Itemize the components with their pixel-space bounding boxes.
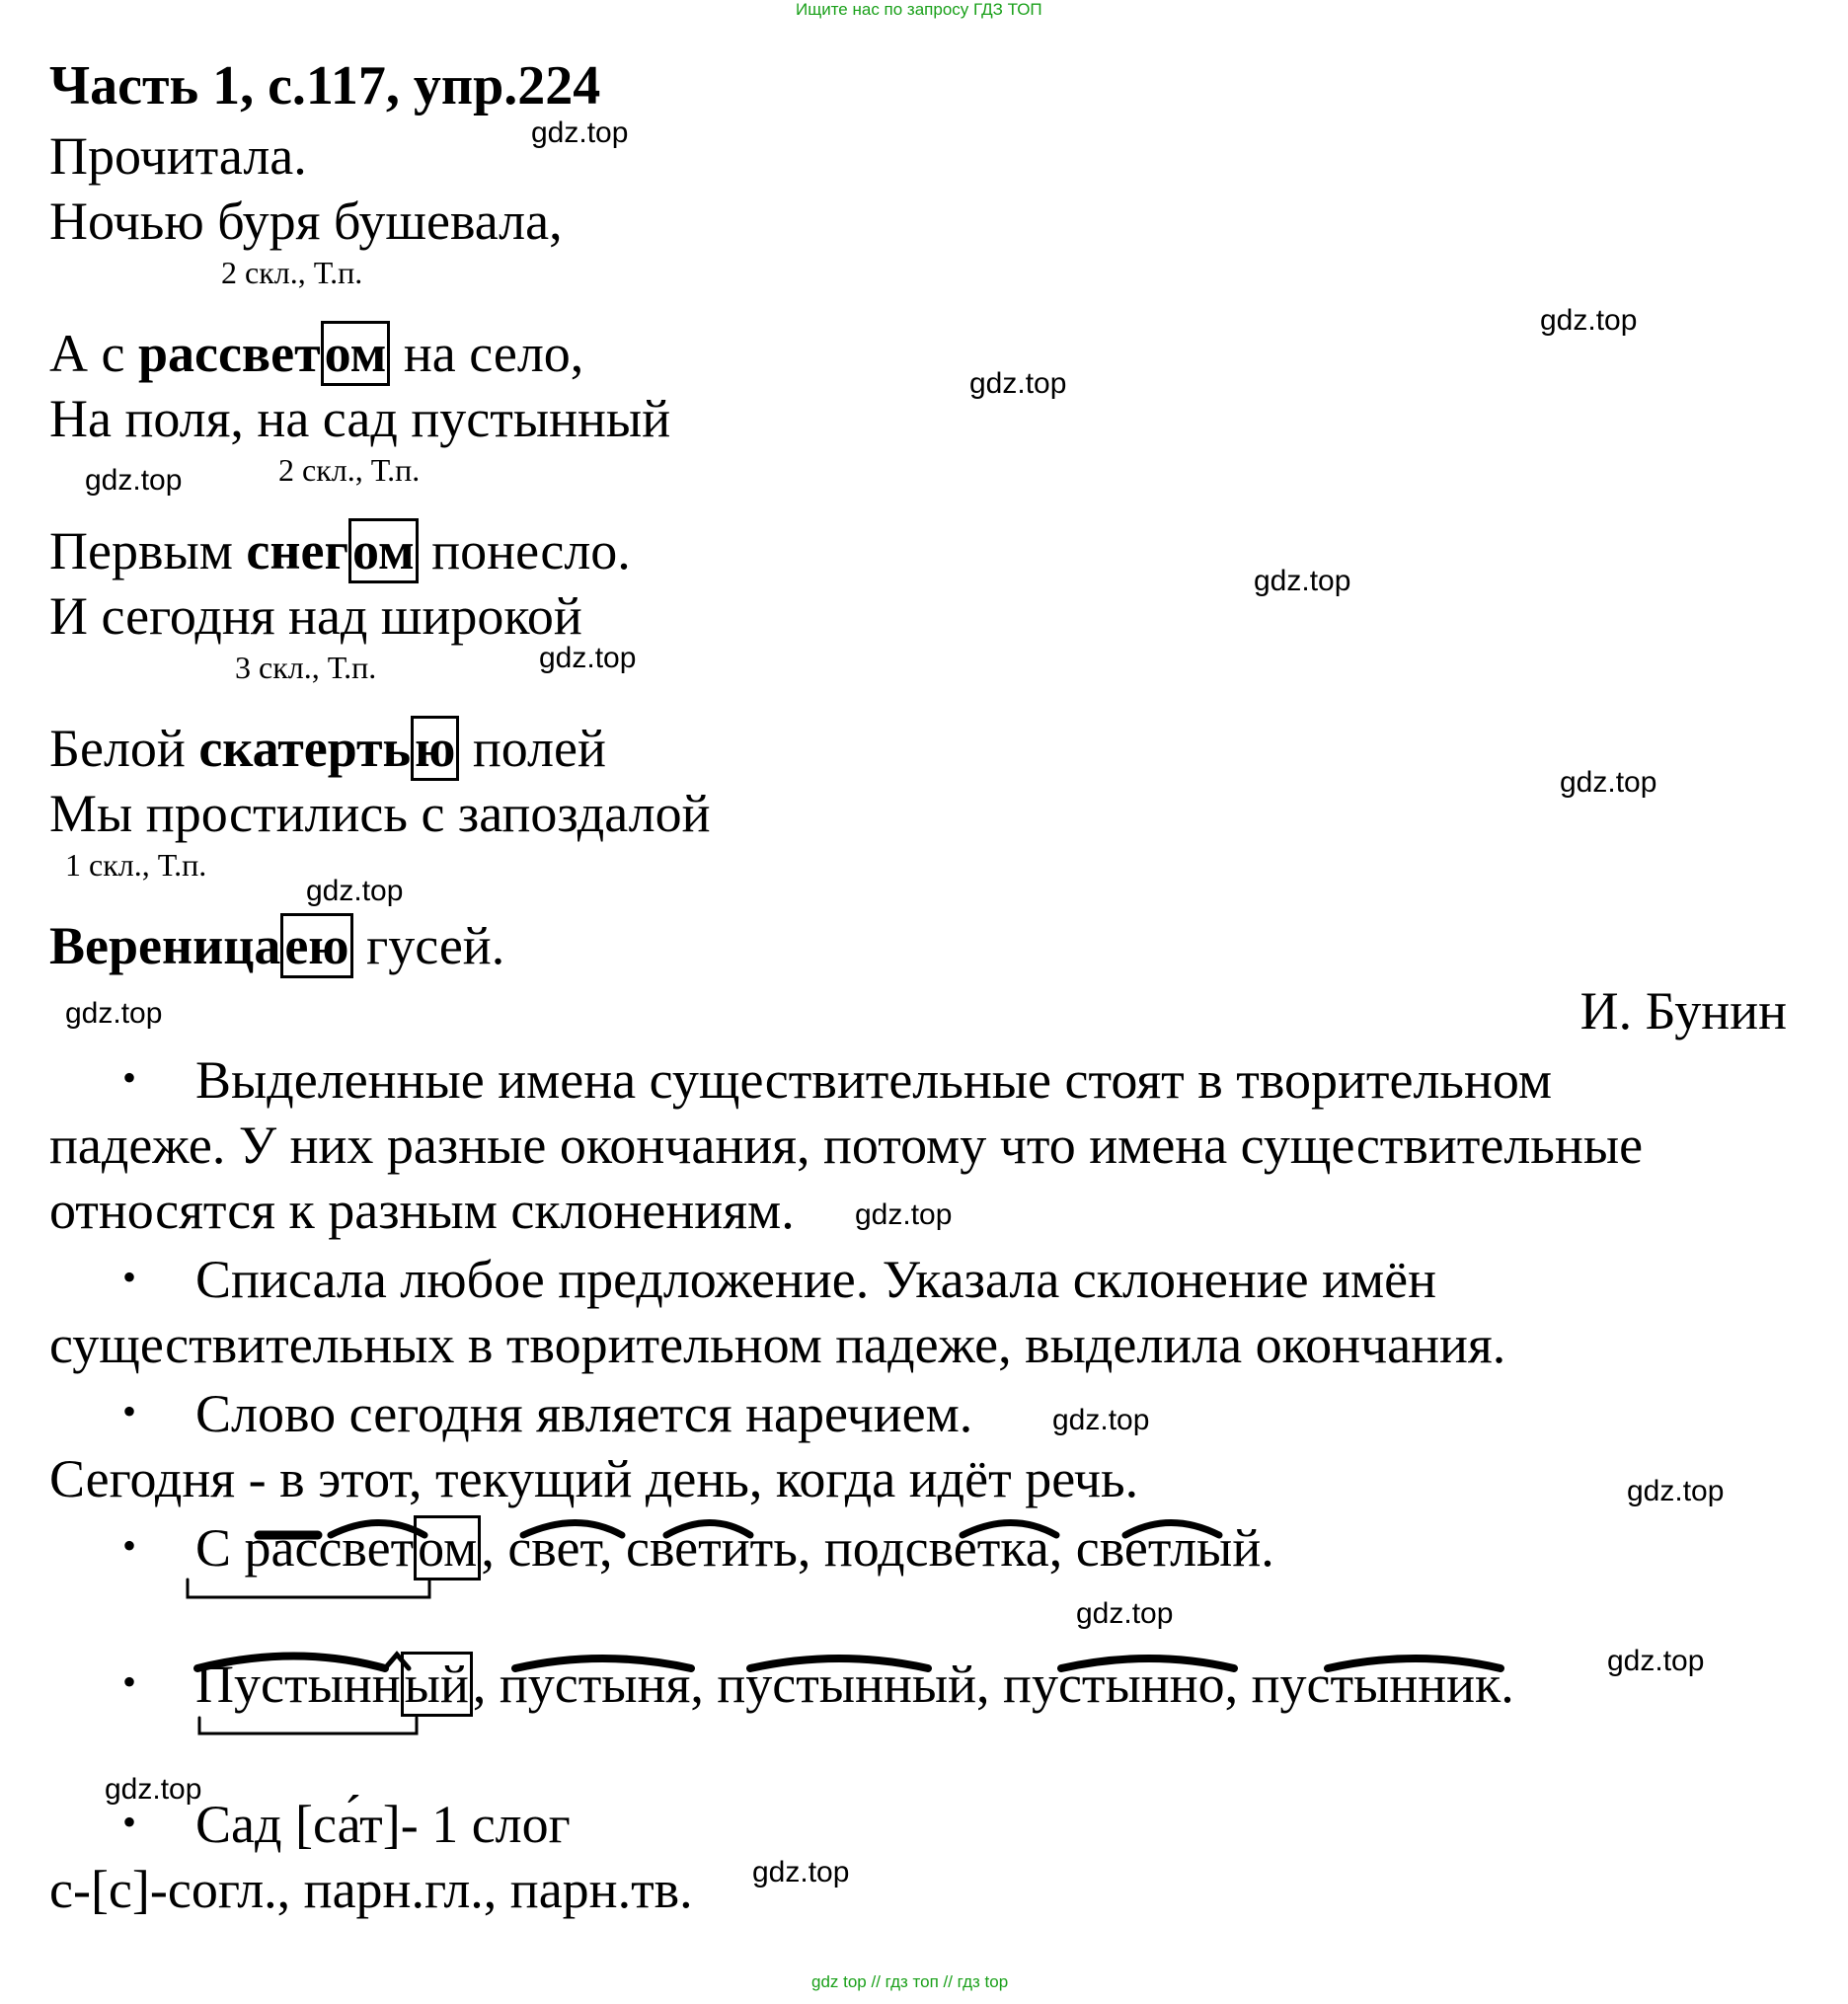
- bullet-dot: •: [122, 1523, 137, 1568]
- watermark: gdz.top: [969, 367, 1067, 400]
- bullet-4-line: [195, 1518, 1274, 1578]
- ending-box: ею: [280, 913, 352, 978]
- watermark: gdz.top: [752, 1856, 850, 1888]
- watermark: gdz.top: [1052, 1404, 1150, 1436]
- bullet-dot: •: [122, 1659, 137, 1704]
- watermark: gdz.top: [1560, 766, 1657, 799]
- highlight-word-stem: рассвет: [137, 324, 321, 383]
- bullet-6-line-1: Сад [са́т]- 1 слог: [195, 1795, 571, 1854]
- bullet-5-line: [195, 1655, 1514, 1714]
- watermark: gdz.top: [855, 1198, 953, 1231]
- watermark: gdz.top: [1607, 1645, 1705, 1677]
- root-word: С рассвет: [195, 1518, 415, 1578]
- watermark: gdz.top: [1540, 304, 1638, 337]
- bullet-6-line-2: с-[с]-согл., парн.гл., парн.тв.: [49, 1860, 693, 1919]
- bullet-1-line-3: относятся к разным склонениям.: [49, 1181, 795, 1240]
- watermark: gdz.top: [1627, 1475, 1725, 1507]
- watermark: gdz.top: [1076, 1597, 1174, 1630]
- poem-line-5: И сегодня над широкой: [49, 586, 582, 646]
- bullet-2-line-1: Списала любое предложение. Указала склонение имён: [195, 1250, 1437, 1309]
- poem-line-4: [49, 521, 631, 580]
- watermark: gdz.top: [539, 642, 637, 674]
- ending-box: ом: [321, 321, 391, 386]
- top-banner: Ищите нас по запросу ГДЗ ТОП: [796, 0, 1042, 19]
- ending-box: ом: [414, 1515, 481, 1580]
- ending-box: ом: [348, 518, 419, 583]
- case-note-2: 2 скл., Т.п.: [278, 452, 421, 488]
- ending-box: ю: [411, 716, 459, 781]
- watermark: gdz.top: [306, 875, 404, 907]
- bullet-dot: •: [122, 1389, 137, 1433]
- bullet-1-line-1: Выделенные имена существительные стоят в творительном: [195, 1050, 1553, 1110]
- poem-line-6-pre: Белой: [49, 719, 199, 778]
- watermark: gdz.top: [531, 116, 629, 149]
- highlight-word-stem: Вереница: [49, 916, 281, 975]
- watermark: gdz.top: [65, 997, 163, 1030]
- watermark: gdz.top: [85, 464, 183, 497]
- poem-line-8: [49, 916, 504, 975]
- poem-line-6: [49, 719, 606, 778]
- bullet-dot: •: [122, 1255, 137, 1299]
- page-title: Часть 1, с.117, упр.224: [49, 55, 601, 116]
- bullet-dot: •: [122, 1055, 137, 1100]
- poem-line-2-pre: А с: [49, 324, 138, 383]
- ending-box: ый: [401, 1652, 473, 1717]
- highlight-word-stem: скатерть: [198, 719, 412, 778]
- bullet-3-line-2: Сегодня - в этот, текущий день, когда идёт речь.: [49, 1449, 1139, 1508]
- footer: gdz top // гдз топ // гдз top: [811, 1972, 1009, 1991]
- intro-line: Прочитала.: [49, 126, 307, 186]
- bullet-1-line-2: падеже. У них разные окончания, потому что имена существительные: [49, 1116, 1644, 1175]
- bullet-3-line-1: Слово сегодня является наречием.: [195, 1384, 973, 1443]
- poem-line-3: На поля, на сад пустынный: [49, 389, 671, 448]
- poem-line-4-post: понесло.: [418, 521, 631, 580]
- case-note-3: 3 скл., Т.п.: [235, 650, 377, 685]
- poem-line-8-post: гусей.: [352, 916, 505, 975]
- cognate-words: , свет, светить, подсветка, светлый.: [481, 1518, 1274, 1578]
- poem-line-1: Ночью буря бушевала,: [49, 192, 563, 251]
- poem-line-7: Мы простились с запоздалой: [49, 784, 711, 843]
- root-word: Пустынн: [195, 1655, 401, 1714]
- poem-line-2: [49, 324, 583, 383]
- poem-line-4-pre: Первым: [49, 521, 247, 580]
- watermark: gdz.top: [1254, 565, 1351, 597]
- poem-author: И. Бунин: [1579, 981, 1787, 1041]
- cognate-words: , пустыня, пустынный, пустынно, пустынник.: [472, 1655, 1514, 1714]
- highlight-word-stem: снег: [246, 521, 348, 580]
- poem-line-6-post: полей: [459, 719, 606, 778]
- poem-line-2-post: на село,: [390, 324, 584, 383]
- case-note-4: 1 скл., Т.п.: [65, 847, 207, 883]
- case-note-1: 2 скл., Т.п.: [221, 255, 363, 290]
- bullet-dot: •: [122, 1800, 137, 1844]
- watermark: gdz.top: [105, 1773, 202, 1806]
- bullet-2-line-2: существительных в творительном падеже, выделила окончания.: [49, 1315, 1506, 1374]
